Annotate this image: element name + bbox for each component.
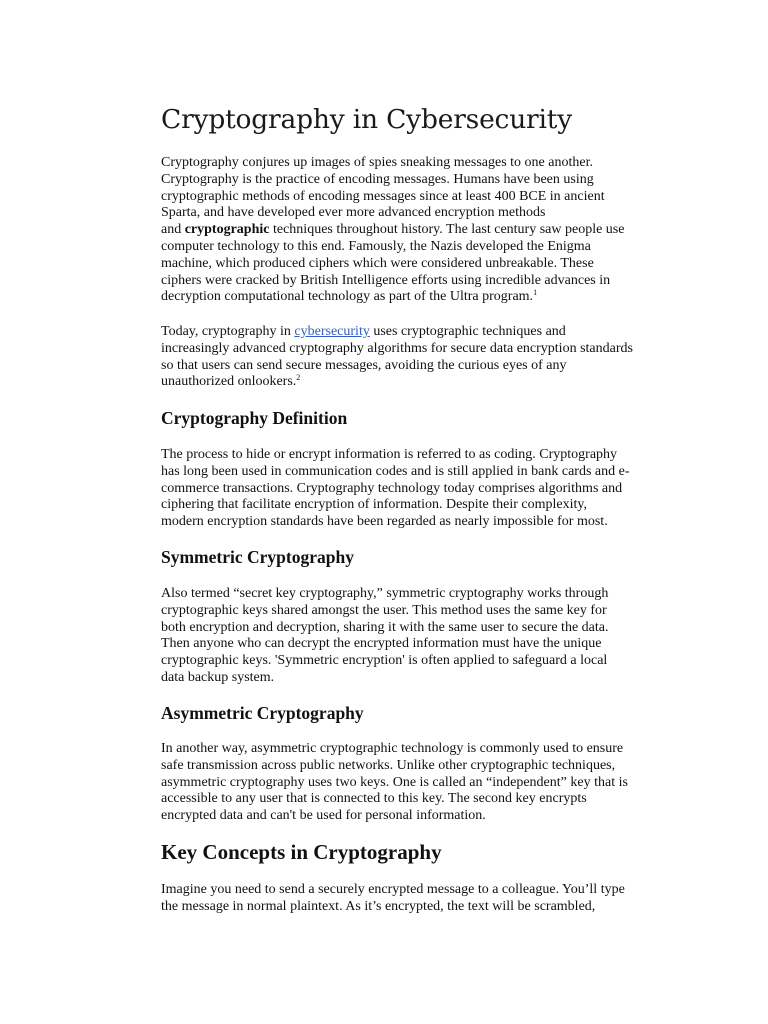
asymmetric-paragraph [161,741,628,825]
text-line: Imagine you need to send a securely encrypted message to a colleague. You’ll type [161,882,625,897]
section-heading-symmetric: Symmetric Cryptography [161,547,354,567]
key-concepts-paragraph [161,882,625,916]
text-line [161,374,633,391]
definition-paragraph [161,447,630,531]
text-run: unauthorized onlookers. [161,374,297,390]
text-line: Also termed “secret key cryptography,” symmetric cryptography works through [161,586,609,601]
text-line: In another way, asymmetric cryptographic technology is commonly used to ensure [161,741,624,756]
text-line [161,222,624,239]
cybersecurity-link[interactable]: cybersecurity [294,324,370,339]
text-line: Cryptography is the practice of encoding messages. Humans have been using [161,171,594,187]
text-line: both encryption and decryption, sharing it with the same user to secure the data. [161,619,609,635]
text-line: cryptographic methods of encoding messages since at least 400 BCE in ancient [161,188,605,204]
footnote-ref[interactable]: 1 [533,288,538,298]
section-heading-key-concepts: Key Concepts in Cryptography [161,840,442,864]
text-line: ciphers were cracked by British Intelligence efforts using incredible advances in [161,272,611,288]
text-line: ciphering that facilitate encryption of information. Despite their complexity, [161,497,587,513]
text-line: computer technology to this end. Famously, the Nazis developed the Enigma [161,238,591,254]
text-line: safe transmission across public networks. Unlike other cryptographic techniques, [161,757,616,773]
text-line: Cryptography conjures up images of spies sneaking messages to one another. [161,155,593,170]
text-line: Then anyone who can decrypt the encrypted information must have the unique [161,636,602,652]
text-line: The process to hide or encrypt information is referred to as coding. Cryptography [161,447,618,462]
text-line: asymmetric cryptography uses two keys. One is called an “independent” key that is [161,774,628,790]
text-line: cryptographic keys. 'Symmetric encryption' is often applied to safeguard a local [161,653,608,669]
intro-paragraph [161,155,624,306]
text-line: cryptographic keys shared amongst the user. This method uses the same key for [161,602,607,618]
page-title: Cryptography in Cybersecurity [161,104,573,135]
text-line: the message in normal plaintext. As it’s encrypted, the text will be scrambled, [161,898,596,914]
text-line: encrypted data and can't be used for personal information. [161,808,486,824]
text-line: data backup system. [161,669,275,685]
symmetric-paragraph [161,586,608,687]
text-line: Sparta, and have developed ever more advanced encryption methods [161,205,546,221]
text-line: machine, which produced ciphers which were considered unbreakable. These [161,255,594,271]
text-run: Today, cryptography in [161,324,295,339]
text-line [161,324,633,341]
bold-term: cryptographic [184,222,270,238]
text-run: techniques throughout history. The last century saw people use [269,222,625,238]
text-line: increasingly advanced cryptography algorithms for secure data encryption standards [161,340,633,356]
text-run: decryption computational technology as part of the Ultra program. [161,289,534,305]
footnote-ref[interactable]: 2 [296,373,301,383]
text-line: modern encryption standards have been regarded as nearly impossible for most. [161,514,608,530]
text-line: accessible to any user that is connected to this key. The second key encrypts [161,791,587,807]
today-paragraph [161,324,633,391]
text-line: commerce transactions. Cryptography technology today comprises algorithms and [161,480,623,496]
text-line [161,289,624,306]
text-line: so that users can send secure messages, avoiding the curious eyes of any [161,357,567,373]
section-heading-asymmetric: Asymmetric Cryptography [161,703,364,723]
text-run: uses cryptographic techniques and [369,324,566,339]
text-run: and [161,222,185,238]
text-line: has long been used in communication codes and is still applied in bank cards and e- [161,463,630,479]
section-heading-definition: Cryptography Definition [161,408,348,428]
